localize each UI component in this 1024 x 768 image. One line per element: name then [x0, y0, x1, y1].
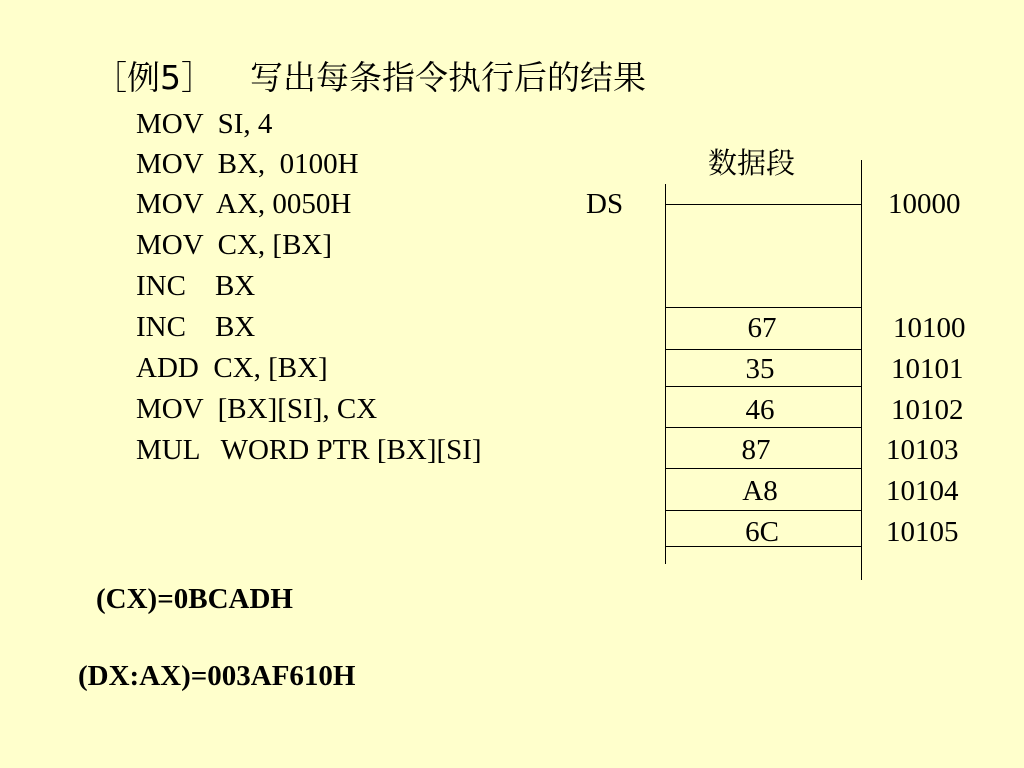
code-line-2: MOV BX, 0100H	[136, 148, 359, 180]
memory-divider	[665, 204, 862, 205]
memory-cell-value: 6C	[745, 516, 779, 548]
memory-cell-address: 10102	[891, 394, 964, 426]
code-line-1: MOV SI, 4	[136, 108, 273, 140]
memory-cell-value: 35	[745, 353, 775, 385]
memory-cell-value: 87	[741, 434, 771, 466]
result-dx-ax: (DX:AX)=003AF610H	[78, 660, 356, 692]
code-line-3: MOV AX, 0050H	[136, 188, 352, 220]
code-line-5: INC BX	[136, 270, 256, 302]
memory-cell-address: 10100	[893, 312, 966, 344]
memory-cell-address: 10104	[886, 475, 959, 507]
code-line-8: MOV [BX][SI], CX	[136, 393, 378, 425]
memory-cell-address: 10101	[891, 353, 964, 385]
ds-segment-label: DS	[586, 188, 624, 220]
memory-left-border	[665, 184, 666, 564]
memory-cell-value: 46	[745, 394, 775, 426]
memory-cell-value: 67	[747, 312, 777, 344]
example-label: ［例5］	[94, 58, 214, 97]
memory-cell-address: 10105	[886, 516, 959, 548]
title-text: 写出每条指令执行后的结果	[250, 58, 646, 97]
code-line-4: MOV CX, [BX]	[136, 229, 333, 261]
memory-base-address: 10000	[888, 188, 961, 220]
code-line-7: ADD CX, [BX]	[136, 352, 328, 384]
memory-header: 数据段	[708, 146, 796, 180]
code-line-9: MUL WORD PTR [BX][SI]	[136, 434, 482, 466]
code-line-6: INC BX	[136, 311, 256, 343]
slide-title	[94, 56, 646, 100]
memory-cell-address: 10103	[886, 434, 959, 466]
result-cx: (CX)=0BCADH	[96, 583, 293, 615]
memory-right-border	[861, 160, 862, 580]
memory-cell-value: A8	[742, 475, 778, 507]
